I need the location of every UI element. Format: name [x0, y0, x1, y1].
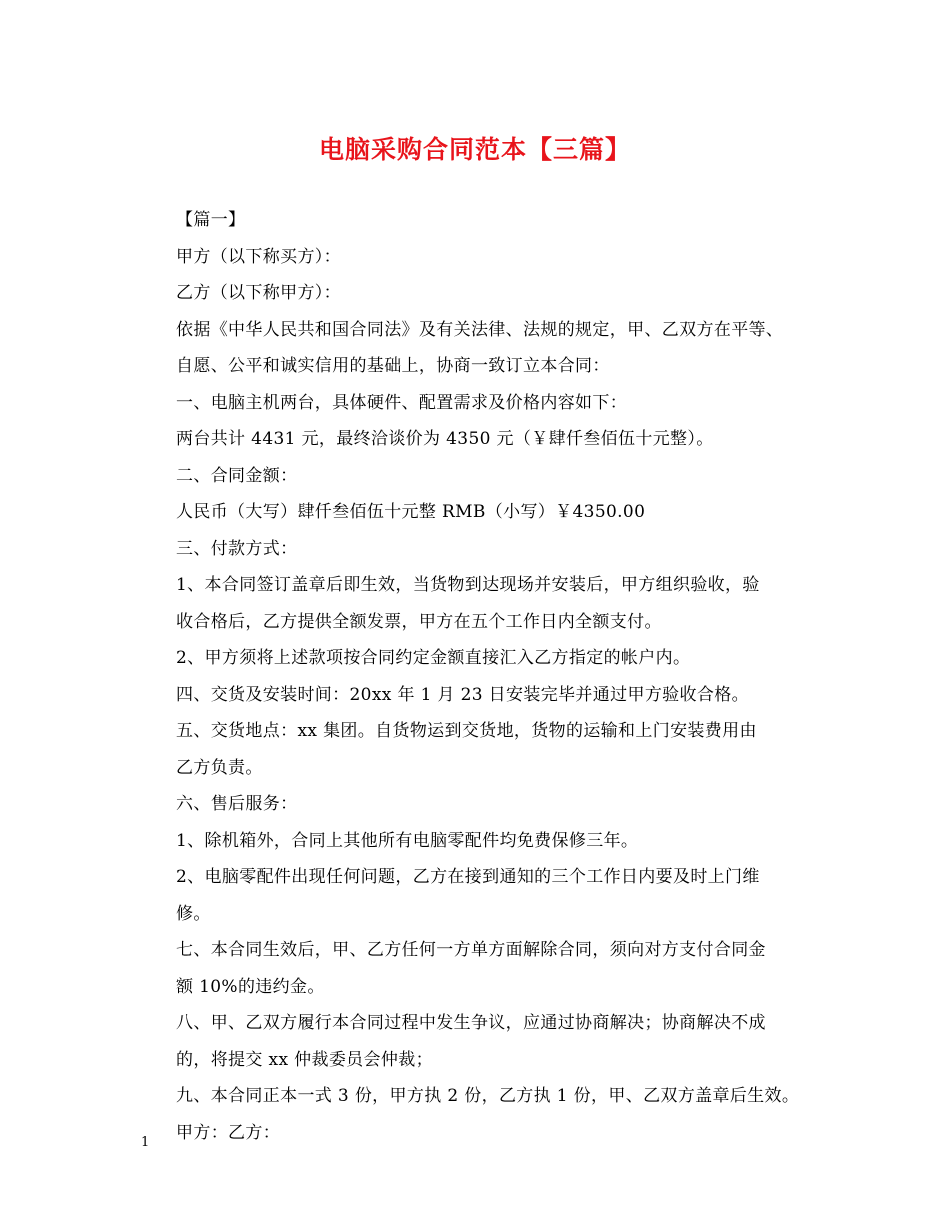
- paragraph-line: 乙方（以下称甲方）：: [176, 283, 341, 303]
- paragraph-line: 依据《中华人民共和国合同法》及有关法律、法规的规定，甲、乙双方在平等、: [176, 319, 784, 340]
- paragraph-line: 六、售后服务：: [176, 794, 298, 814]
- paragraph: [140, 1115, 820, 1152]
- paragraph: [140, 494, 820, 531]
- paragraph: [140, 458, 820, 495]
- paragraph-line: 两台共计 4431 元，最终洽谈价为 4350 元（￥肆仟叁佰伍十元整）。: [176, 429, 714, 449]
- paragraph-line: 三、付款方式：: [176, 538, 298, 559]
- paragraph: [140, 202, 820, 239]
- paragraph-line: 1、除机箱外，合同上其他所有电脑零配件均免费保修三年。: [176, 830, 639, 851]
- paragraph: [140, 677, 820, 714]
- document-title: 电脑采购合同范本【三篇】: [318, 135, 631, 164]
- paragraph-line: 1、本合同签订盖章后即生效，当货物到达现场并安装后，甲方组织验收，验: [176, 575, 760, 595]
- paragraph-line: 自愿、公平和诚实信用的基础上，协商一致订立本合同：: [176, 356, 610, 376]
- paragraph: [140, 932, 820, 1005]
- page-number: 1: [141, 1135, 150, 1150]
- paragraph-line: 甲方：乙方：: [176, 1122, 281, 1143]
- paragraph: [140, 239, 820, 276]
- paragraph: [140, 859, 820, 932]
- paragraph: [140, 823, 820, 860]
- paragraph-line: 额 10%的违约金。: [176, 976, 325, 997]
- document-body: [140, 202, 820, 1151]
- paragraph: [140, 275, 820, 312]
- paragraph-line: 八、甲、乙双方履行本合同过程中发生争议，应通过协商解决；协商解决不成: [176, 1013, 766, 1033]
- paragraph-line: 九、本合同正本一式 3 份，甲方执 2 份，乙方执 1 份，甲、乙双方盖章后生效。: [176, 1086, 800, 1106]
- paragraph-line: 七、本合同生效后，甲、乙方任何一方单方面解除合同，须向对方支付合同金: [176, 940, 766, 960]
- paragraph: [140, 786, 820, 823]
- paragraph: [140, 1078, 820, 1115]
- paragraph-line: 的，将提交 xx 仲裁委员会仲裁；: [176, 1049, 433, 1070]
- paragraph-line: 人民币（大写）肆仟叁佰伍十元整 RMB（小写）￥4350.00: [176, 502, 646, 522]
- paragraph-line: 四、交货及安装时间：20xx 年 1 月 23 日安装完毕并通过甲方验收合格。: [176, 684, 749, 705]
- paragraph-line: 2、甲方须将上述款项按合同约定金额直接汇入乙方指定的帐户内。: [176, 648, 691, 668]
- paragraph: [140, 713, 820, 786]
- paragraph-line: 修。: [176, 903, 211, 924]
- paragraph: [140, 421, 820, 458]
- paragraph-line: 乙方负责。: [176, 757, 263, 778]
- paragraph-line: 二、合同金额：: [176, 465, 298, 486]
- paragraph: [140, 640, 820, 677]
- paragraph: [140, 385, 820, 422]
- paragraph: [140, 531, 820, 568]
- paragraph: [140, 1005, 820, 1078]
- paragraph-line: 收合格后，乙方提供全额发票，甲方在五个工作日内全额支付。: [176, 611, 662, 632]
- paragraph-line: 五、交货地点：xx 集团。自货物运到交货地，货物的运输和上门安装费用由: [176, 721, 757, 741]
- paragraph-line: 甲方（以下称买方）：: [176, 246, 341, 267]
- paragraph-line: 一、电脑主机两台，具体硬件、配置需求及价格内容如下：: [176, 392, 628, 413]
- paragraph: [140, 567, 820, 640]
- paragraph: [140, 312, 820, 385]
- paragraph-line: 2、电脑零配件出现任何问题，乙方在接到通知的三个工作日内要及时上门维: [176, 867, 760, 887]
- paragraph-line: 【篇一】: [176, 210, 246, 230]
